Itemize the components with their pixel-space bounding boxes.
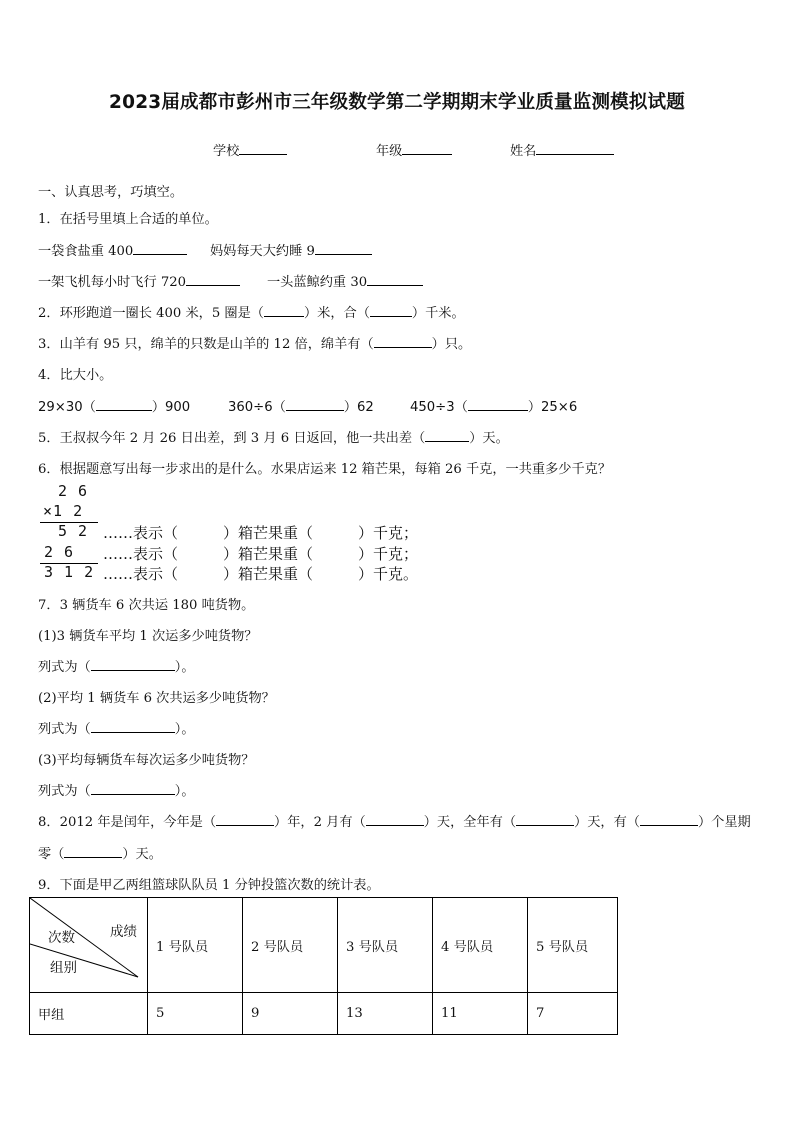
table-cell: 11 (433, 993, 528, 1035)
q1-blank-b[interactable] (315, 241, 372, 255)
q7-blank-2[interactable] (91, 720, 175, 733)
q4-blank-2[interactable] (286, 398, 344, 411)
calc-explain-3[interactable]: ……表示（ ）箱芒果重（ ）千克。 (103, 565, 419, 583)
q3: 3．山羊有 95 只，绵羊的只数是山羊的 12 倍，绵羊有（ ）只。 (38, 337, 472, 352)
calc-row-3: 5 2 (58, 522, 89, 540)
q7-prompt: 7．3 辆货车 6 次共运 180 吨货物。 (38, 598, 255, 613)
q4-prompt: 4．比大小。 (38, 368, 113, 383)
q8-line-1: 8．2012 年是闰年，今年是（ ）年，2 月有（ ）天，全年有（ ）天，有（ ）个星期 (38, 815, 751, 830)
q5: 5．王叔叔今年 2 月 26 日出差，到 3 月 6 日返回，他一共出差（ ）天。 (38, 431, 509, 446)
table-cell: 7 (528, 993, 618, 1035)
column-header: 5 号队员 (528, 898, 618, 993)
q8-blank-3[interactable] (516, 813, 574, 826)
q1-item-b: 妈妈每天大约睡 9 (210, 240, 372, 259)
q4-compare-1: 29×30（ ）900 (38, 400, 191, 415)
diagonal-header-cell (30, 898, 148, 993)
table-row (30, 993, 618, 1035)
q4-compare-3: 450÷3（ ）25×6 (410, 400, 578, 415)
column-header: 3 号队员 (338, 898, 433, 993)
row-label: 甲组 (30, 993, 148, 1035)
q1-blank-a[interactable] (133, 241, 187, 255)
q7-formula-1: 列式为（ ）。 (38, 660, 195, 675)
column-header: 2 号队员 (243, 898, 338, 993)
grade-blank[interactable] (402, 141, 452, 155)
q4-compare-2: 360÷6（ ）62 (228, 400, 374, 415)
q2-blank-1[interactable] (264, 304, 304, 317)
q2: 2．环形跑道一圈长 400 米，5 圈是（ ）米，合（ ）千米。 (38, 306, 465, 321)
grade-field (376, 140, 452, 159)
q7-sub-2: (2)平均 1 辆货车 6 次共运多少吨货物？ (38, 691, 275, 706)
q8-blank-4[interactable] (640, 813, 698, 826)
table-header-row (30, 898, 618, 993)
q6-prompt: 6．根据题意写出每一步求出的是什么。水果店运来 12 箱芒果，每箱 26 千克，一共重多少千克？ (38, 462, 612, 477)
q7-formula-3: 列式为（ ）。 (38, 784, 195, 799)
q1-prompt: 1．在括号里填上合适的单位。 (38, 212, 218, 227)
calc-explain-2[interactable]: ……表示（ ）箱芒果重（ ）千克； (103, 545, 419, 563)
diag-label-group: 组别 (50, 960, 77, 976)
calc-row-4: 2 6 (44, 543, 75, 561)
calc-row-5: 3 1 2 (44, 563, 95, 581)
section-heading: 一、认真思考，巧填空。 (38, 185, 184, 200)
page-title: 2023届成都市彭州市三年级数学第二学期期末学业质量监测模拟试题 (109, 92, 685, 113)
q2-blank-2[interactable] (370, 304, 412, 317)
calc-explain-1[interactable]: ……表示（ ）箱芒果重（ ）千克； (103, 524, 419, 542)
name-label: 姓名 (510, 144, 537, 159)
q4-blank-3[interactable] (468, 398, 528, 411)
q7-blank-3[interactable] (91, 782, 175, 795)
grade-label: 年级 (376, 144, 403, 159)
q7-blank-1[interactable] (91, 658, 175, 671)
q4-blank-1[interactable] (96, 398, 152, 411)
q8-blank-2[interactable] (366, 813, 424, 826)
table-cell: 13 (338, 993, 433, 1035)
q5-blank[interactable] (425, 429, 469, 442)
column-header: 1 号队员 (148, 898, 243, 993)
q1-blank-c[interactable] (186, 272, 240, 286)
diag-label-count: 次数 (48, 930, 75, 946)
q8-line-2: 零（ ）天。 (38, 847, 162, 862)
table-cell: 5 (148, 993, 243, 1035)
q9-prompt: 9．下面是甲乙两组篮球队队员 1 分钟投篮次数的统计表。 (38, 878, 380, 893)
q8-blank-5[interactable] (64, 845, 122, 858)
name-field (510, 140, 614, 159)
column-header: 4 号队员 (433, 898, 528, 993)
diag-label-score: 成绩 (110, 924, 137, 940)
q1-item-c: 一架飞机每小时飞行 720 (38, 271, 240, 290)
school-field (213, 140, 287, 159)
table-cell: 9 (243, 993, 338, 1035)
q7-sub-1: (1)3 辆货车平均 1 次运多少吨货物？ (38, 629, 258, 644)
q7-sub-3: (3)平均每辆货车每次运多少吨货物？ (38, 753, 255, 768)
calc-row-1: 2 6 (58, 482, 89, 500)
calc-row-2: ×1 2 (43, 502, 84, 520)
school-label: 学校 (213, 144, 240, 159)
name-blank[interactable] (536, 141, 614, 155)
q3-blank[interactable] (374, 335, 432, 348)
stats-table (29, 897, 618, 1035)
q1-blank-d[interactable] (367, 272, 423, 286)
q7-formula-2: 列式为（ ）。 (38, 722, 195, 737)
school-blank[interactable] (239, 141, 287, 155)
q1-item-d: 一头蓝鲸约重 30 (267, 271, 423, 290)
q1-item-a: 一袋食盐重 400 (38, 240, 187, 259)
q8-blank-1[interactable] (216, 813, 274, 826)
